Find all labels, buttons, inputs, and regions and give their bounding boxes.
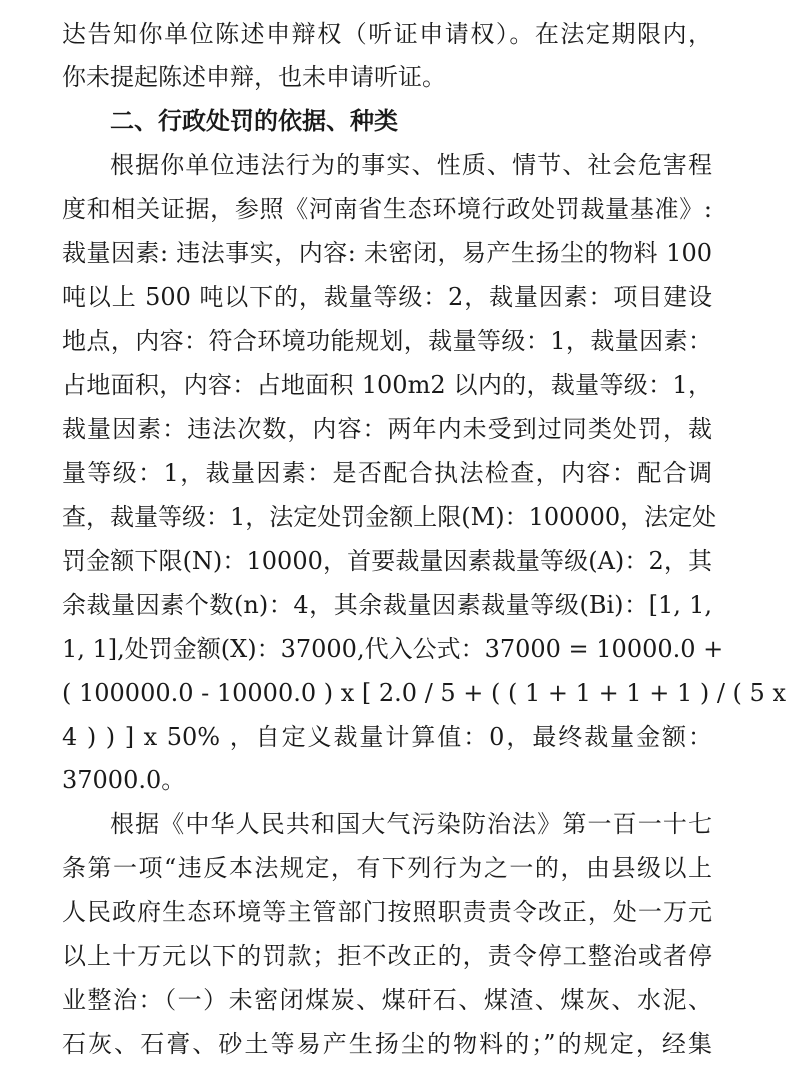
paragraph-line: 裁量因素: 违法事实，内容: 未密闭，易产生扬尘的物料 100 [62,239,712,267]
paragraph-line: 根据《中华人民共和国大气污染防治法》第一百一十七 [110,810,712,838]
paragraph-line: 度和相关证据，参照《河南省生态环境行政处罚裁量基准》: [62,195,712,223]
paragraph-line: 地点，内容：符合环境功能规划，裁量等级：1，裁量因素： [62,327,712,355]
paragraph-line: 余裁量因素个数(n)：4，其余裁量因素裁量等级(Bi)：[1, 1, [62,591,712,619]
text-line: 你未提起陈述申辩，也未申请听证。 [62,63,446,91]
section-heading: 二、行政处罚的依据、种类 [110,106,398,135]
paragraph-line: 量等级：1，裁量因素：是否配合执法检查，内容：配合调 [62,459,712,487]
paragraph-line: ( 100000.0 - 10000.0 ) x [ 2.0 / 5 + ( ( 1 + 1 + 1 + 1 ) / ( 5 x [62,679,786,707]
paragraph-line: 根据你单位违法行为的事实、性质、情节、社会危害程 [110,151,712,179]
paragraph-line: 查，裁量等级：1，法定处罚金额上限(M)：100000，法定处 [62,503,717,531]
paragraph-line: 吨以上 500 吨以下的，裁量等级：2，裁量因素：项目建设 [62,283,712,311]
paragraph-line: 人民政府生态环境等主管部门按照职责责令改正，处一万元 [62,898,712,926]
paragraph-line: 条第一项“违反本法规定，有下列行为之一的，由县级以上 [62,854,712,882]
paragraph-line: 37000.0。 [62,766,186,794]
paragraph-line: 业整治：（一）未密闭煤炭、煤矸石、煤渣、煤灰、水泥、 [62,986,712,1014]
paragraph-line: 裁量因素：违法次数，内容：两年内未受到过同类处罚，裁 [62,415,712,443]
paragraph-line: 4 ) ) ] x 50% ，自定义裁量计算值：0，最终裁量金额： [62,723,712,751]
text-line: 达告知你单位陈述申辩权（听证申请权）。在法定期限内， [62,20,712,48]
paragraph-line: 以上十万元以下的罚款；拒不改正的，责令停工整治或者停 [62,942,712,970]
paragraph-line: 占地面积，内容：占地面积 100m2 以内的，裁量等级：1， [62,371,712,399]
paragraph-line: 石灰、石膏、砂土等易产生扬尘的物料的；”的规定，经集 [62,1030,712,1058]
paragraph-line: 1, 1],处罚金额(X)：37000,代入公式：37000 = 10000.0 + [62,635,724,663]
paragraph-line: 罚金额下限(N)：10000，首要裁量因素裁量等级(A)：2，其 [62,547,712,575]
